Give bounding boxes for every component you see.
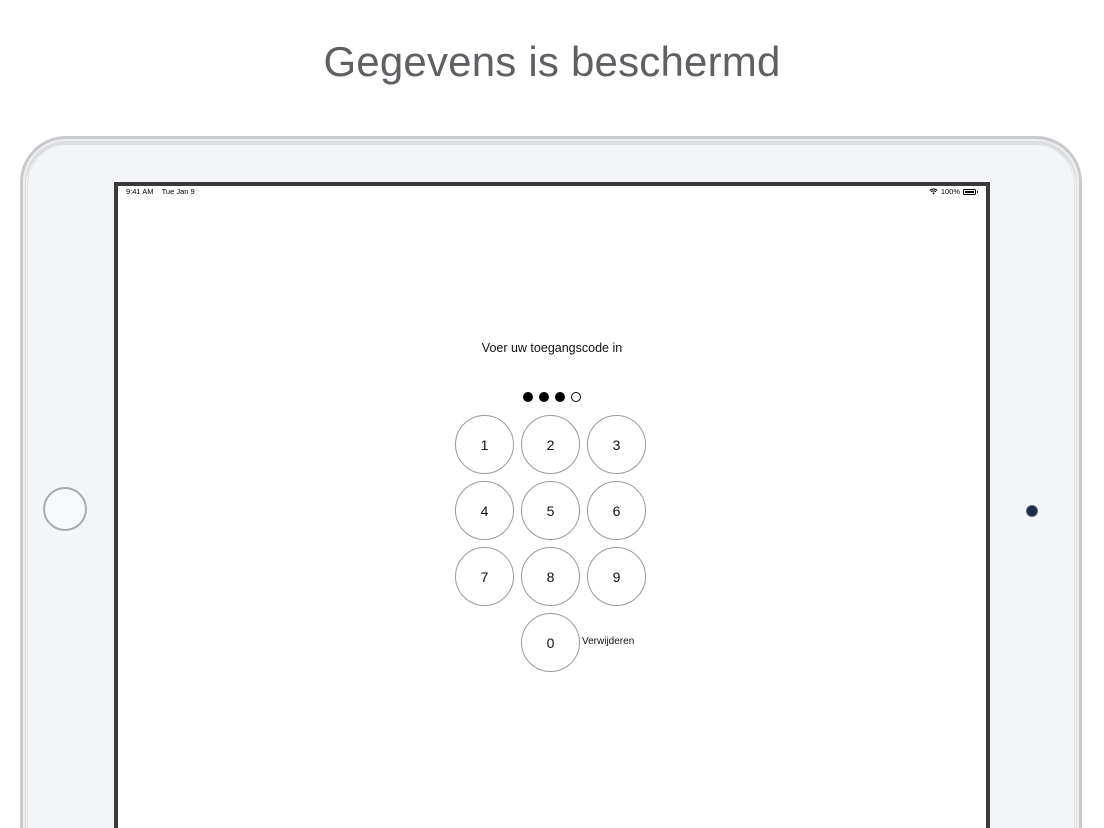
keypad-key-label: 2	[546, 436, 555, 453]
status-time: 9:41 AM	[126, 187, 154, 196]
keypad-key-label: 3	[612, 436, 621, 453]
keypad-key-8[interactable]	[521, 547, 580, 606]
keypad-key-4[interactable]	[455, 481, 514, 540]
keypad-key-label: 1	[480, 436, 489, 453]
ipad-screen	[114, 182, 990, 828]
passcode-prompt: Voer uw toegangscode in	[481, 341, 623, 355]
keypad-key-6[interactable]	[587, 481, 646, 540]
keypad-key-2[interactable]	[521, 415, 580, 474]
status-date: Tue Jan 9	[161, 187, 195, 196]
keypad-key-1[interactable]	[455, 415, 514, 474]
status-right	[929, 187, 976, 196]
keypad-key-label: 6	[612, 502, 621, 519]
status-left	[126, 187, 195, 196]
keypad-key-label: 0	[546, 634, 555, 651]
passcode-dots	[118, 392, 986, 402]
passcode-dot-filled	[555, 392, 565, 402]
battery-percentage: 100%	[940, 187, 960, 196]
marketing-headline: Gegevens is beschermd	[323, 38, 781, 85]
camera-icon	[1027, 506, 1037, 516]
passcode-dot-empty	[571, 392, 581, 402]
delete-button[interactable]: Verwijderen	[582, 636, 635, 647]
passcode-dot-filled	[539, 392, 549, 402]
home-button[interactable]	[43, 487, 87, 531]
passcode-dot-filled	[523, 392, 533, 402]
keypad-key-label: 7	[480, 568, 489, 585]
keypad-key-0[interactable]	[521, 613, 580, 672]
keypad-key-label: 5	[546, 502, 555, 519]
keypad-key-5[interactable]	[521, 481, 580, 540]
battery-icon	[963, 189, 976, 195]
keypad-key-label: 9	[612, 568, 621, 585]
lock-screen	[118, 186, 986, 828]
keypad-key-7[interactable]	[455, 547, 514, 606]
keypad-key-label: 4	[480, 502, 489, 519]
keypad-key-3[interactable]	[587, 415, 646, 474]
wifi-icon	[929, 188, 938, 195]
keypad-key-label: 8	[546, 568, 555, 585]
keypad-key-9[interactable]	[587, 547, 646, 606]
status-bar	[118, 186, 986, 198]
